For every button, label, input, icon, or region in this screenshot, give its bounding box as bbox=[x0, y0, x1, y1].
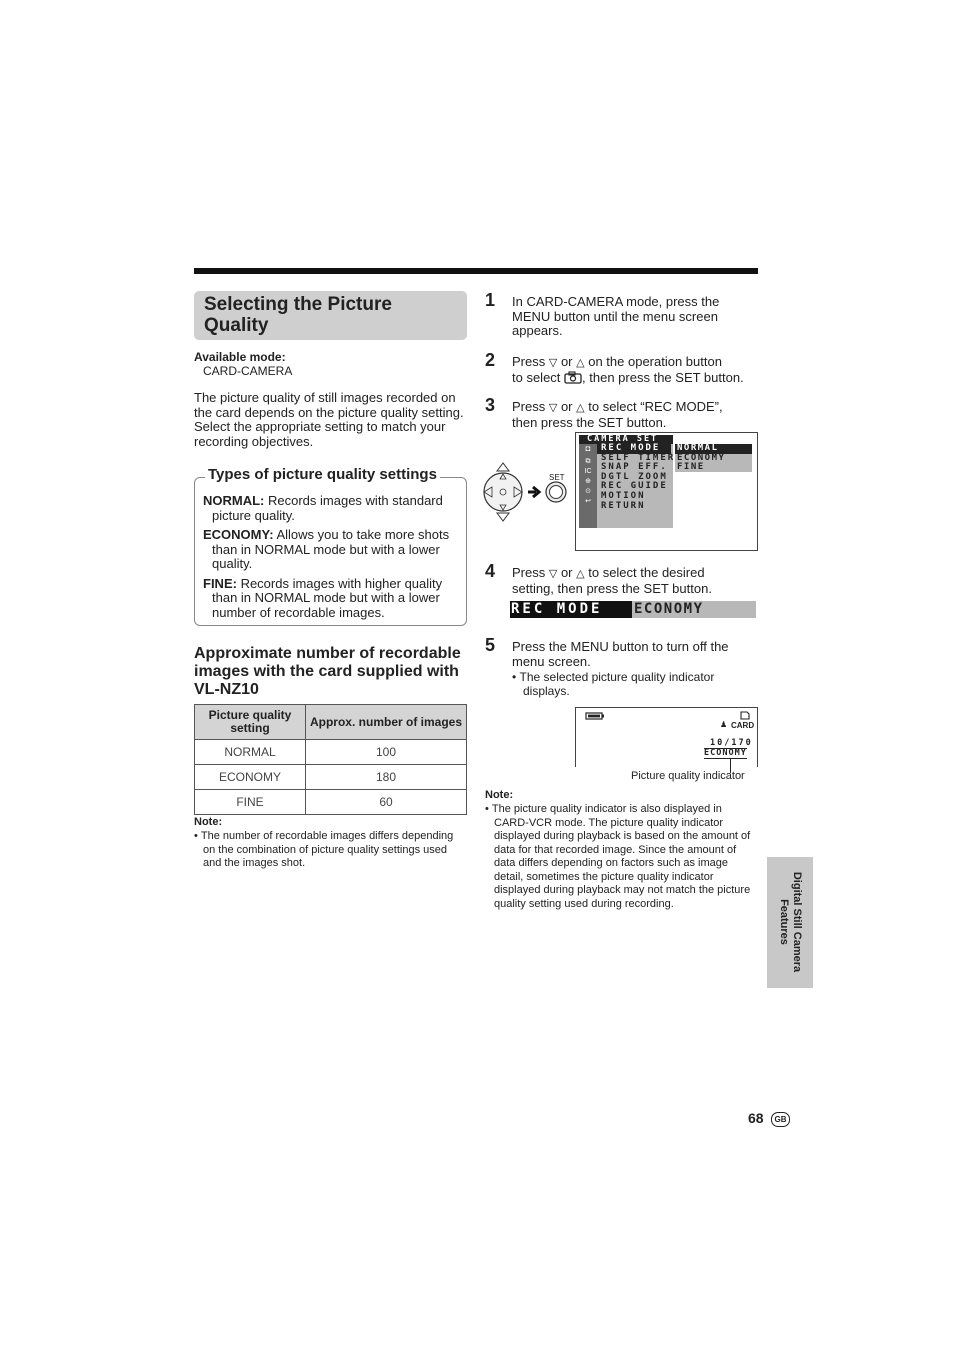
table-cell: 100 bbox=[306, 740, 467, 765]
menu-item: SNAP EFF. bbox=[601, 462, 668, 473]
table-row bbox=[195, 740, 467, 765]
battery-icon bbox=[585, 712, 605, 720]
image-count: 10/170 bbox=[710, 738, 753, 748]
menu-item: DGTL ZOOM bbox=[601, 471, 668, 482]
up-triangle-icon: △ bbox=[576, 568, 585, 580]
side-tab bbox=[767, 857, 813, 988]
menu-side-icons: ⧉ IC ⊕ ⊙ ↩ bbox=[584, 458, 592, 505]
table-cell: ECONOMY bbox=[195, 765, 306, 790]
quality-table bbox=[194, 704, 467, 815]
step-5-text: Press the MENU button to turn off the menu screen. bbox=[512, 639, 729, 669]
menu-item: MOTION bbox=[601, 490, 646, 501]
setting-economy: ECONOMY: Allows you to take more shots than in NORMAL mode but with a lower quality. bbox=[203, 527, 450, 571]
operation-button-illustration bbox=[482, 459, 572, 525]
page-number: 68 bbox=[748, 1110, 764, 1126]
step-2-text: Press ▽ or △ on the operation button to select , then press the SET button. bbox=[512, 354, 744, 385]
table-cell: FINE bbox=[195, 790, 306, 815]
menu-item: REC GUIDE bbox=[601, 481, 668, 492]
menu-header: CAMERA SET bbox=[587, 434, 659, 444]
set-button-label: SET bbox=[549, 473, 565, 482]
indicator-caption: Picture quality indicator bbox=[631, 770, 745, 782]
setting-fine: FINE: Records images with higher quality than in NORMAL mode but with a lower number of recordable images. bbox=[203, 575, 443, 620]
settings-list bbox=[203, 494, 455, 620]
card-icon bbox=[740, 711, 750, 720]
approx-heading: Approximate number of recordable images with the card supplied with VL-NZ10 bbox=[194, 645, 461, 698]
available-mode-label: Available mode: bbox=[194, 350, 286, 364]
down-triangle-icon: ▽ bbox=[548, 357, 558, 369]
right-note: • The picture quality indicator is also displayed in CARD-VCR mode. The picture quality indicator displayed during playback is based on the amount of data for that recorded image. Since the amount of data differs depending on factors such as image detail, sometimes the picture quality indicator displayed during playback may not match the picture quality setting used during recording. bbox=[485, 803, 751, 910]
camera-icon: ◘ bbox=[585, 444, 591, 453]
table-cell: 180 bbox=[306, 765, 467, 790]
table-header: Picture quality setting bbox=[195, 705, 306, 740]
step-4-text: Press ▽ or △ to select the desired setting, then press the SET button. bbox=[512, 565, 712, 596]
step-number: 1 bbox=[485, 290, 496, 310]
table-header-row bbox=[195, 705, 467, 740]
section-title-box bbox=[194, 291, 467, 340]
side-tab-text: Digital Still Camera Features bbox=[778, 871, 803, 973]
camera-card-icon: ♟ bbox=[720, 720, 728, 729]
left-note-label: Note: bbox=[194, 816, 223, 828]
table-row bbox=[195, 765, 467, 790]
up-triangle-icon: △ bbox=[576, 402, 585, 414]
rec-mode-label: REC MODE bbox=[511, 601, 603, 617]
left-note: • The number of recordable images differs depending on the combination of picture quality settings used and the images shot. bbox=[194, 830, 454, 869]
quality-indicator: ECONOMY bbox=[704, 748, 747, 758]
table-header: Approx. number of images bbox=[306, 705, 467, 740]
card-label: CARD bbox=[731, 721, 755, 730]
table-cell: NORMAL bbox=[195, 740, 306, 765]
menu-item: REC MODE bbox=[601, 443, 661, 453]
down-triangle-icon: ▽ bbox=[548, 402, 558, 414]
intro-text: The picture quality of still images recorded on the card depends on the picture quality setting. Select the appropriate setting to match your recording objectives. bbox=[194, 390, 464, 449]
table-cell: 60 bbox=[306, 790, 467, 815]
step-1-text: In CARD-CAMERA mode, press the MENU button until the menu screen appears. bbox=[512, 294, 720, 338]
page-title: Selecting the Picture Quality bbox=[204, 294, 392, 336]
camera-set-icon bbox=[564, 371, 582, 384]
step-5-bullet: • The selected picture quality indicator displays. bbox=[512, 670, 715, 698]
menu-screen bbox=[575, 432, 758, 551]
menu-item: SELF TIMER bbox=[601, 452, 676, 463]
right-note-label: Note: bbox=[485, 789, 514, 801]
down-triangle-icon: ▽ bbox=[548, 568, 558, 580]
table-row bbox=[195, 790, 467, 815]
step-number: 4 bbox=[485, 561, 496, 581]
rec-mode-value: ECONOMY bbox=[634, 601, 704, 617]
submenu-item: NORMAL bbox=[677, 443, 719, 453]
available-mode-value: CARD-CAMERA bbox=[203, 364, 293, 378]
region-badge: GB bbox=[771, 1112, 790, 1127]
indicator-screen bbox=[575, 707, 758, 767]
submenu-item: FINE bbox=[677, 462, 705, 473]
top-rule bbox=[194, 268, 758, 274]
up-triangle-icon: △ bbox=[576, 357, 585, 369]
step-number: 2 bbox=[485, 350, 496, 370]
submenu-items bbox=[677, 444, 725, 473]
rec-mode-bar bbox=[510, 601, 756, 618]
step-3-text: Press ▽ or △ to select “REC MODE”, then press the SET button. bbox=[512, 399, 723, 430]
submenu-item: ECONOMY bbox=[677, 452, 726, 463]
menu-item: RETURN bbox=[601, 500, 646, 511]
step-number: 5 bbox=[485, 635, 496, 655]
settings-heading: Types of picture quality settings bbox=[205, 466, 440, 483]
step-number: 3 bbox=[485, 395, 496, 415]
menu-items bbox=[601, 444, 675, 511]
setting-normal: NORMAL: Records images with standard picture quality. bbox=[203, 493, 443, 523]
